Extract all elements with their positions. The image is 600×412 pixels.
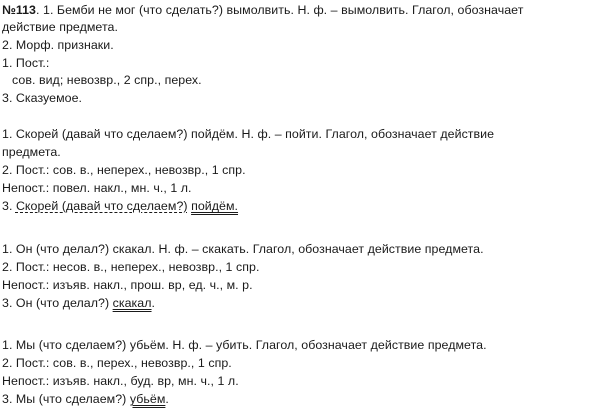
block4-line4 [2,391,169,407]
block2-line2: предмета. [2,145,61,159]
block1-line2: действие предмета. [2,20,118,34]
block3-line2: 2. Пост.: несов. в., неперех., невозвр., 1 спр. [2,260,260,274]
block3-line4 [2,295,155,311]
predicate: пойдём. [191,199,239,213]
problem-number: №113 [2,3,37,17]
block3-line4-prefix: 3. Он (что делал?) [2,296,113,310]
adverbial-modifier: Скорей (давай что сделаем?) [15,199,188,213]
block2-line5 [2,198,238,214]
block1-line5: сов. вид; невозвр., 2 спр., перех. [12,73,202,87]
block1-line6: 3. Сказуемое. [2,91,83,105]
block2-line3: 2. Пост.: сов. в., неперех., невозвр., 1 спр. [2,163,246,177]
block4-line3: Непост.: изъяв. накл., буд. вр, мн. ч., 1 л. [2,374,239,388]
block2-line5-prefix: 3. [2,199,16,213]
block1-line1 [2,2,523,18]
block1-line3: 2. Морф. признаки. [2,38,114,52]
block4-line4-suffix: . [165,392,169,406]
block2-line4: Непост.: повел. накл., мн. ч., 1 л. [2,181,192,195]
predicate: убьём [129,392,166,406]
predicate: скакал [112,296,152,310]
block4-line4-prefix: 3. Мы (что сделаем?) [2,392,130,406]
block3-line1: 1. Он (что делал?) скакал. Н. ф. – скакать. Глагол, обозначает действие предмета. [2,242,484,256]
block3-line3: Непост.: изъяв. накл., прош. вр, ед. ч., м. р. [2,278,253,292]
block4-line2: 2. Пост.: сов. в., перех., невозвр., 1 спр. [2,356,232,370]
block4-line1: 1. Мы (что сделаем?) убьём. Н. ф. – убить. Глагол, обозначает действие предмета. [2,338,487,352]
block1-line1-text: . 1. Бемби не мог (что сделать?) вымолвить. Н. ф. – вымолвить. Глагол, обозначает [36,3,524,17]
block2-line1: 1. Скорей (давай что сделаем?) пойдём. Н. ф. – пойти. Глагол, обозначает действие [2,127,495,141]
block1-line4: 1. Пост.: [2,56,50,70]
block3-line4-suffix: . [151,296,156,310]
